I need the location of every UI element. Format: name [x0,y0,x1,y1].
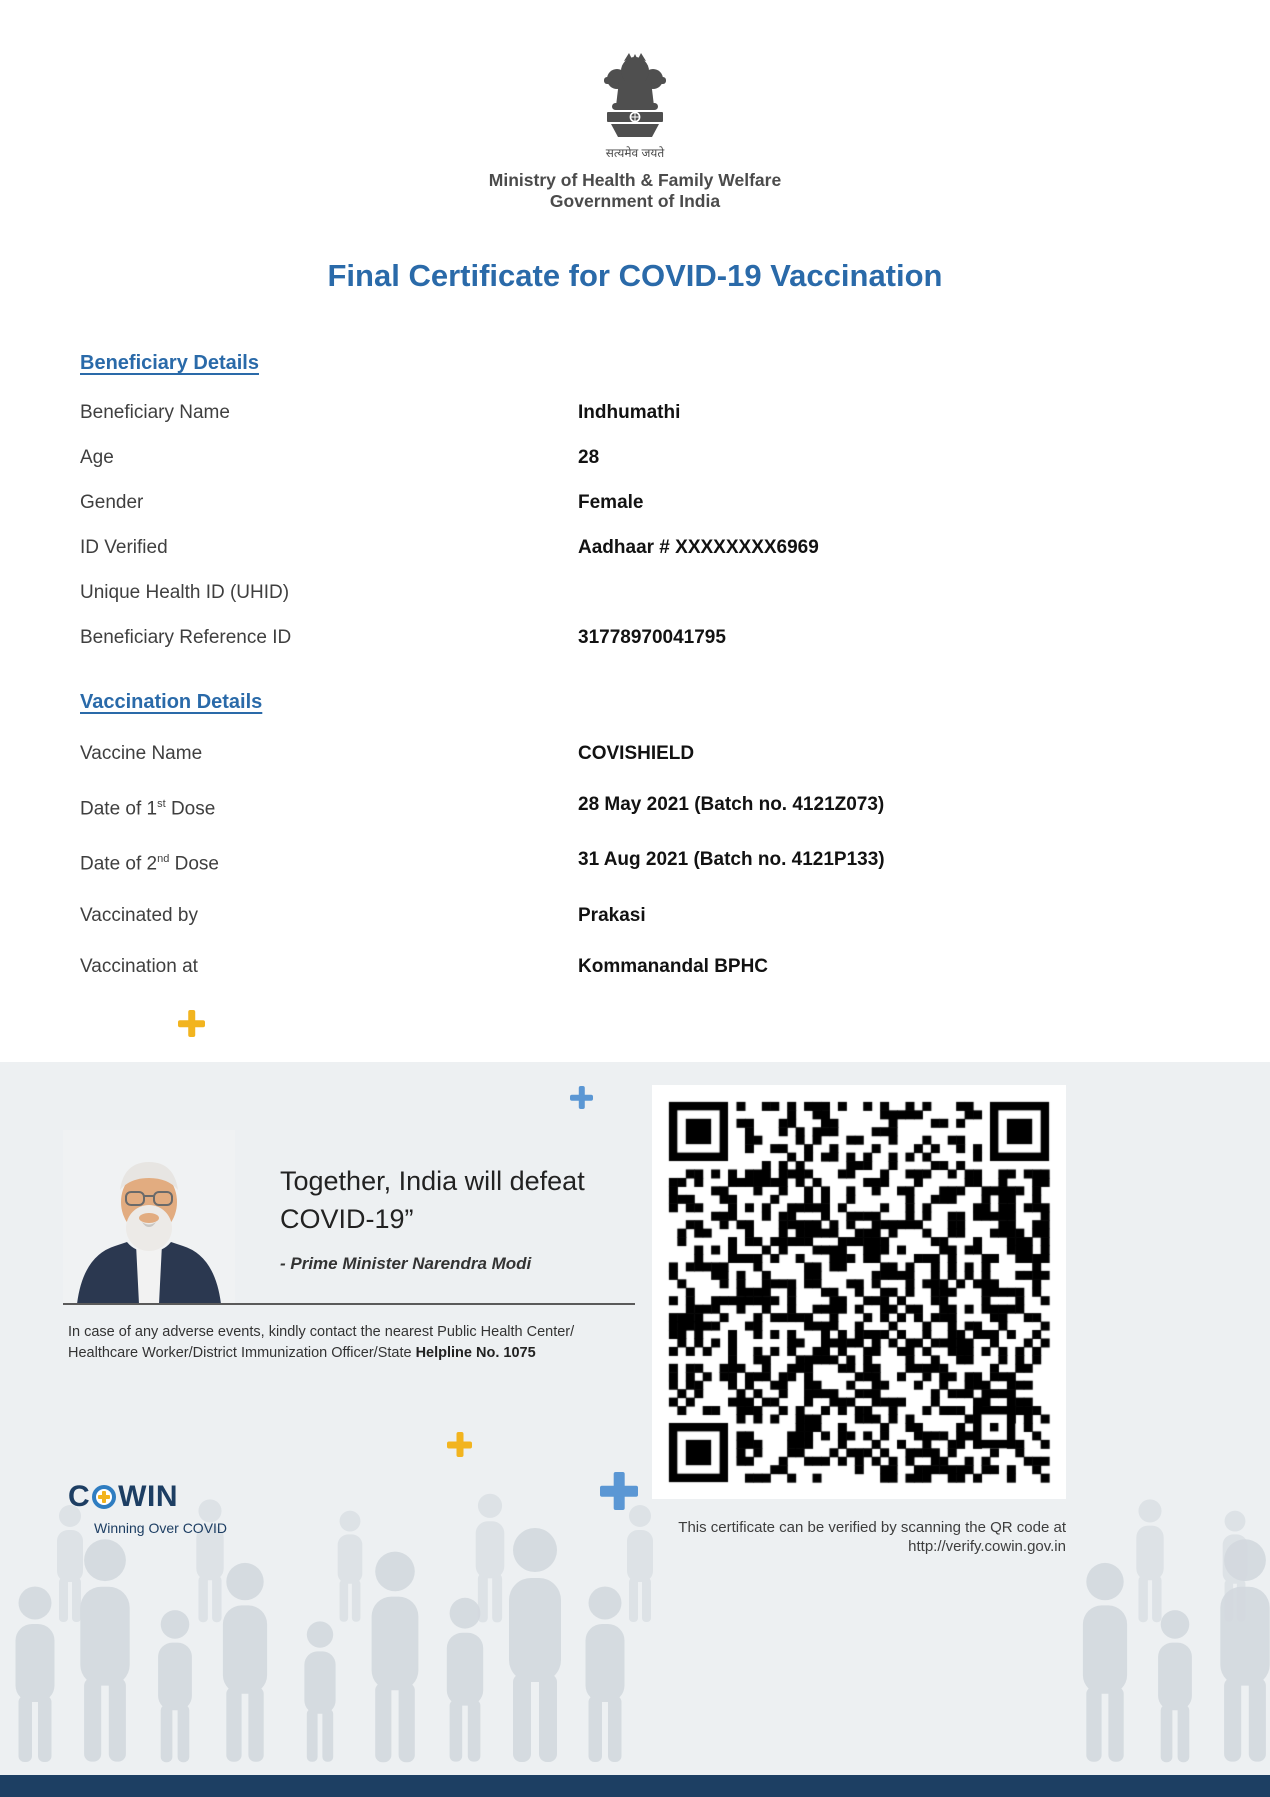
verify-note [652,1518,1066,1556]
field-value: Indhumathi [578,402,681,423]
field-value: Aadhaar # XXXXXXXX6969 [578,537,819,558]
id-verified-row [80,536,1190,559]
field-value: 28 May 2021 (Batch no. 4121Z073) [578,794,885,815]
field-label: Vaccine Name [80,743,203,764]
plus-decoration-icon [570,1086,593,1109]
field-value: 31778970041795 [578,627,726,648]
beneficiary-section-title: Beneficiary Details [80,352,259,374]
plus-decoration-icon [447,1432,472,1457]
vaccination-section-title: Vaccination Details [80,691,263,713]
government-header [0,0,1270,212]
field-label: ID Verified [80,537,168,558]
field-label: Vaccinated by [80,904,198,926]
helpline-number: Helpline No. 1075 [415,1345,536,1361]
field-label: Gender [80,492,144,513]
cowin-logo-win: WIN [118,1480,178,1513]
reference-id-row [80,626,1190,649]
quote-line-1: Together, India will defeat [280,1166,585,1196]
field-value: Prakasi [578,904,646,926]
verify-line-1: This certificate can be verified by scanning the QR code at [678,1519,1066,1536]
ministry-name: Ministry of Health & Family Welfare [488,170,782,190]
second-dose-row [80,848,1190,875]
quote-divider [63,1303,635,1305]
field-value: 31 Aug 2021 (Batch no. 4121P133) [578,849,885,871]
field-value: COVISHIELD [578,743,695,764]
field-label: Beneficiary Reference ID [80,627,292,648]
cowin-logo [68,1480,227,1536]
field-label: Date of 1st Dose [80,798,216,820]
vaccine-name-row [80,742,1190,765]
field-label: Date of 2nd Dose [80,853,219,875]
field-label: Age [80,447,114,468]
pm-narendra-modi-portrait-icon [63,1130,235,1304]
first-dose-row [80,793,1190,820]
cowin-logo-c: C [68,1480,91,1513]
cowin-logo-o-icon [92,1485,116,1509]
vaccinated-by-row [80,904,1190,927]
qr-code-icon [652,1085,1066,1499]
quote-line-2: COVID-19” [280,1204,414,1234]
field-label: Vaccination at [80,955,198,977]
field-label: Unique Health ID (UHID) [80,582,290,603]
vaccination-at-row [80,955,1190,978]
beneficiary-details-section [80,352,1190,649]
footer-bar [0,1775,1270,1797]
beneficiary-name-row [80,401,1190,424]
qr-code-container [652,1085,1066,1499]
certificate-title: Final Certificate for COVID-19 Vaccination [327,258,943,293]
pm-quote [280,1162,585,1238]
gender-row [80,491,1190,514]
field-label: Beneficiary Name [80,402,230,423]
adverse-line-2: Healthcare Worker/District Immunization Officer/State Helpline No. 1075 [68,1345,536,1361]
vaccination-details-section [80,691,1190,978]
quote-attribution: - Prime Minister Narendra Modi [280,1254,532,1273]
adverse-events-notice [68,1322,608,1364]
cowin-tagline: Winning Over COVID [94,1520,228,1536]
field-value: 28 [578,447,600,468]
field-value: Kommanandal BPHC [578,955,769,977]
plus-decoration-icon [600,1472,638,1510]
india-national-emblem-icon [593,50,677,142]
plus-decoration-icon [178,1010,205,1037]
campaign-band [0,1062,1270,1797]
verify-url: http://verify.cowin.gov.in [908,1538,1066,1555]
age-row [80,446,1190,469]
field-value: Female [578,492,644,513]
adverse-line-1: In case of any adverse events, kindly contact the nearest Public Health Center/ [68,1324,575,1340]
emblem-motto: सत्यमेव जयते [605,146,665,160]
government-name: Government of India [549,191,721,211]
uhid-row [80,581,1190,604]
pm-photo [63,1130,235,1304]
